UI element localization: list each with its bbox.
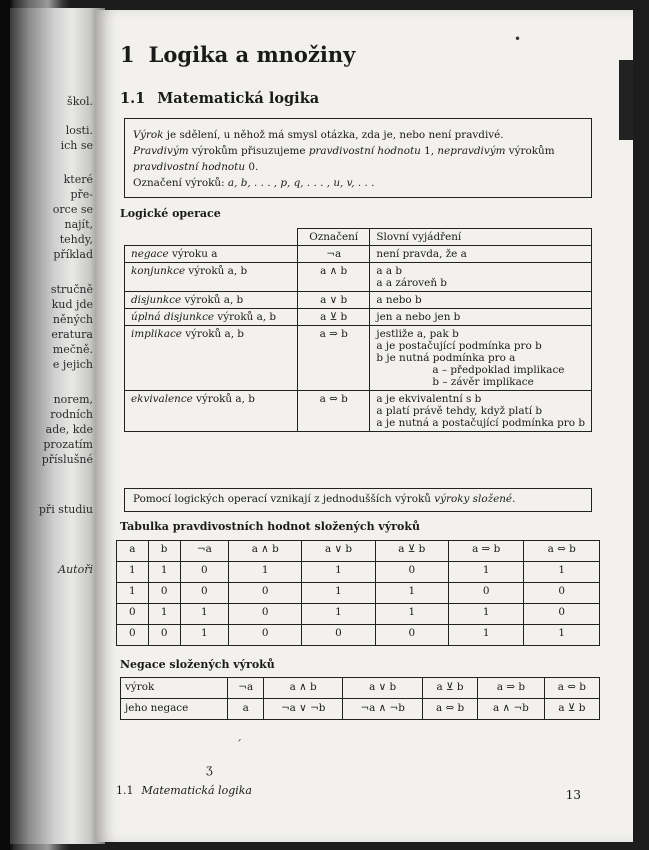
ops-verbal-line: a platí právě tehdy, když platí b xyxy=(376,405,542,417)
truth-cell: 1 xyxy=(302,604,375,625)
negation-table-heading: Negace složených výroků xyxy=(120,658,275,671)
truth-header-cell: b xyxy=(148,541,180,562)
truth-cell: 0 xyxy=(448,583,524,604)
negation-cell: ¬a ∨ ¬b xyxy=(263,699,342,720)
negation-cell: výrok xyxy=(121,678,228,699)
truth-table xyxy=(116,540,600,646)
truth-cell: 1 xyxy=(524,625,600,646)
ops-verbal-line: jestliže a, pak b xyxy=(376,328,459,340)
compound-statements-note: Pomocí logických operací vznikají z jednodušších výroků výroky složené. xyxy=(124,488,592,512)
truth-cell: 0 xyxy=(524,604,600,625)
ops-verbal-cell xyxy=(370,246,592,263)
negation-cell: a ⇒ b xyxy=(478,678,545,699)
prev-page-fragment: škol. xyxy=(67,95,93,108)
truth-row xyxy=(117,604,600,625)
running-footer xyxy=(116,784,252,797)
ops-verbal-line: b je nutná podmínka pro a xyxy=(376,352,516,364)
footer-section-title: Matematická logika xyxy=(141,784,252,797)
truth-cell: 1 xyxy=(117,562,149,583)
truth-row xyxy=(117,562,600,583)
chapter-number: 1 xyxy=(120,42,135,67)
truth-header-cell: ¬a xyxy=(180,541,229,562)
negation-cell: a ⇔ b xyxy=(544,678,599,699)
truth-cell: 1 xyxy=(148,604,180,625)
prev-page-fragment: stručně xyxy=(50,283,93,296)
truth-cell: 0 xyxy=(117,625,149,646)
truth-cell: 1 xyxy=(448,604,524,625)
prev-page-fragment: příslušné xyxy=(41,453,93,466)
definition-box xyxy=(124,118,592,198)
ops-notation-cell: ¬a xyxy=(297,246,369,263)
truth-cell: 0 xyxy=(302,625,375,646)
truth-row xyxy=(117,583,600,604)
ops-row xyxy=(125,263,592,292)
truth-cell: 1 xyxy=(375,583,448,604)
prev-page-fragment: pře- xyxy=(70,188,93,201)
ops-verbal-cell xyxy=(370,326,592,391)
truth-cell: 1 xyxy=(180,604,229,625)
truth-header-cell: a ∧ b xyxy=(229,541,302,562)
negation-cell: a ⊻ b xyxy=(422,678,477,699)
ops-notation-cell: a ⇒ b xyxy=(297,326,369,391)
truth-cell: 1 xyxy=(375,604,448,625)
ops-header-notation: Označení xyxy=(297,229,369,246)
prev-page-fragment: při studiu xyxy=(38,503,93,516)
section-number: 1.1 xyxy=(120,90,146,107)
ops-notation-cell: a ⇔ b xyxy=(297,391,369,432)
section-title-text: Matematická logika xyxy=(157,90,320,107)
ops-row xyxy=(125,391,592,432)
ops-notation-cell: a ∧ b xyxy=(297,263,369,292)
prev-page-authors: Autoři xyxy=(58,563,93,576)
ops-operation-cell: ekvivalence výroků a, b xyxy=(125,391,298,432)
ops-verbal-line: a je ekvivalentní s b xyxy=(376,393,482,405)
truth-cell: 0 xyxy=(148,625,180,646)
ops-verbal-line: není pravda, že a xyxy=(376,248,467,260)
prev-page-fragment: losti. xyxy=(65,124,93,137)
ops-row xyxy=(125,246,592,263)
ops-header-empty xyxy=(125,229,298,246)
previous-page-edge xyxy=(10,8,105,844)
truth-cell: 0 xyxy=(148,583,180,604)
prev-page-fragment: kud jde xyxy=(51,298,93,311)
ops-row xyxy=(125,326,592,391)
ops-verbal-line: a je postačující podmínka pro b xyxy=(376,340,542,352)
truth-cell: 1 xyxy=(524,562,600,583)
negation-cell: a ⊻ b xyxy=(544,699,599,720)
ops-row xyxy=(125,309,592,326)
ops-verbal-line: a je nutná a postačující podmínka pro b xyxy=(376,417,585,429)
truth-cell: 1 xyxy=(302,583,375,604)
truth-cell: 1 xyxy=(448,625,524,646)
negation-cell: a xyxy=(228,699,264,720)
footer-section-number: 1.1 xyxy=(116,784,134,797)
negation-cell: ¬a xyxy=(228,678,264,699)
truth-cell: 1 xyxy=(180,625,229,646)
prev-page-fragment: mečně. xyxy=(52,343,93,356)
truth-cell: 0 xyxy=(180,562,229,583)
prev-page-fragment: e jejich xyxy=(52,358,93,371)
definition-line-2: Pravdivým výrokům přisuzujeme pravdivostní hodnotu 1, nepravdivým výrokům pravdivostní hodnotu 0. xyxy=(133,145,555,173)
prev-page-fragment: něných xyxy=(52,313,93,326)
speck-mark: • xyxy=(514,32,522,46)
ops-operation-cell: implikace výroků a, b xyxy=(125,326,298,391)
logical-operations-heading: Logické operace xyxy=(120,207,221,220)
truth-cell: 0 xyxy=(375,562,448,583)
definition-line-3: Označení výroků: a, b, . . . , p, q, . . . , u, v, . . . xyxy=(133,177,375,189)
page-number: 13 xyxy=(565,788,581,802)
negation-cell: a ∧ ¬b xyxy=(478,699,545,720)
truth-row xyxy=(117,625,600,646)
negation-cell: jeho negace xyxy=(121,699,228,720)
truth-header-cell: a xyxy=(117,541,149,562)
definition-line-1: Výrok je sdělení, u něhož má smysl otázka, zda je, nebo není pravdivé. xyxy=(133,129,504,141)
truth-cell: 1 xyxy=(117,583,149,604)
ops-notation-cell: a ⊻ b xyxy=(297,309,369,326)
truth-header-cell: a ⇒ b xyxy=(448,541,524,562)
truth-cell: 0 xyxy=(229,625,302,646)
ops-verbal-line: b – závěr implikace xyxy=(432,376,534,388)
negation-cell: ¬a ∧ ¬b xyxy=(343,699,422,720)
ops-row xyxy=(125,292,592,309)
prev-page-fragment: ich se xyxy=(60,139,93,152)
prev-page-fragment: norem, xyxy=(53,393,93,406)
truth-cell: 1 xyxy=(148,562,180,583)
ops-operation-cell: úplná disjunkce výroků a, b xyxy=(125,309,298,326)
truth-cell: 1 xyxy=(229,562,302,583)
logical-operations-table xyxy=(124,228,592,432)
ops-verbal-line: a nebo b xyxy=(376,294,422,306)
prev-page-fragment: rodních xyxy=(50,408,93,421)
truth-cell: 0 xyxy=(229,583,302,604)
chapter-title-text: Logika a množiny xyxy=(148,42,356,67)
truth-cell: 1 xyxy=(302,562,375,583)
ops-verbal-cell xyxy=(370,391,592,432)
prev-page-fragment: ade, kde xyxy=(45,423,93,436)
ops-verbal-line: a – předpoklad implikace xyxy=(432,364,565,376)
pencil-mark-2: ʒ xyxy=(206,762,213,776)
pencil-mark: ˊ xyxy=(236,738,242,752)
negation-table xyxy=(120,677,600,720)
truth-table-heading: Tabulka pravdivostních hodnot složených výroků xyxy=(120,520,420,533)
negation-cell: a ⇔ b xyxy=(422,699,477,720)
prev-page-fragment: najít, xyxy=(64,218,93,231)
ops-notation-cell: a ∨ b xyxy=(297,292,369,309)
ops-verbal-cell xyxy=(370,292,592,309)
prev-page-fragment: orce se xyxy=(52,203,93,216)
truth-cell: 0 xyxy=(524,583,600,604)
truth-cell: 1 xyxy=(448,562,524,583)
prev-page-fragment: tehdy, xyxy=(59,233,93,246)
chapter-title xyxy=(120,42,355,67)
truth-header-cell: a ⇔ b xyxy=(524,541,600,562)
ops-operation-cell: negace výroku a xyxy=(125,246,298,263)
prev-page-fragment: příklad xyxy=(53,248,93,261)
thumb-index-tab xyxy=(619,60,633,140)
truth-cell: 0 xyxy=(375,625,448,646)
book-page xyxy=(96,10,633,842)
prev-page-fragment: které xyxy=(63,173,93,186)
ops-verbal-cell xyxy=(370,309,592,326)
ops-verbal-line: jen a nebo jen b xyxy=(376,311,461,323)
truth-cell: 0 xyxy=(180,583,229,604)
ops-verbal-cell xyxy=(370,263,592,292)
ops-operation-cell: konjunkce výroků a, b xyxy=(125,263,298,292)
negation-cell: a ∨ b xyxy=(343,678,422,699)
negation-cell: a ∧ b xyxy=(263,678,342,699)
truth-header-cell: a ⊻ b xyxy=(375,541,448,562)
truth-cell: 0 xyxy=(229,604,302,625)
prev-page-fragment: prozatím xyxy=(43,438,93,451)
truth-cell: 0 xyxy=(117,604,149,625)
ops-header-verbal: Slovní vyjádření xyxy=(370,229,592,246)
section-title xyxy=(120,90,319,107)
ops-verbal-line: a a zároveň b xyxy=(376,277,447,289)
ops-verbal-line: a a b xyxy=(376,265,403,277)
prev-page-fragment: eratura xyxy=(51,328,93,341)
ops-operation-cell: disjunkce výroků a, b xyxy=(125,292,298,309)
truth-header-cell: a ∨ b xyxy=(302,541,375,562)
